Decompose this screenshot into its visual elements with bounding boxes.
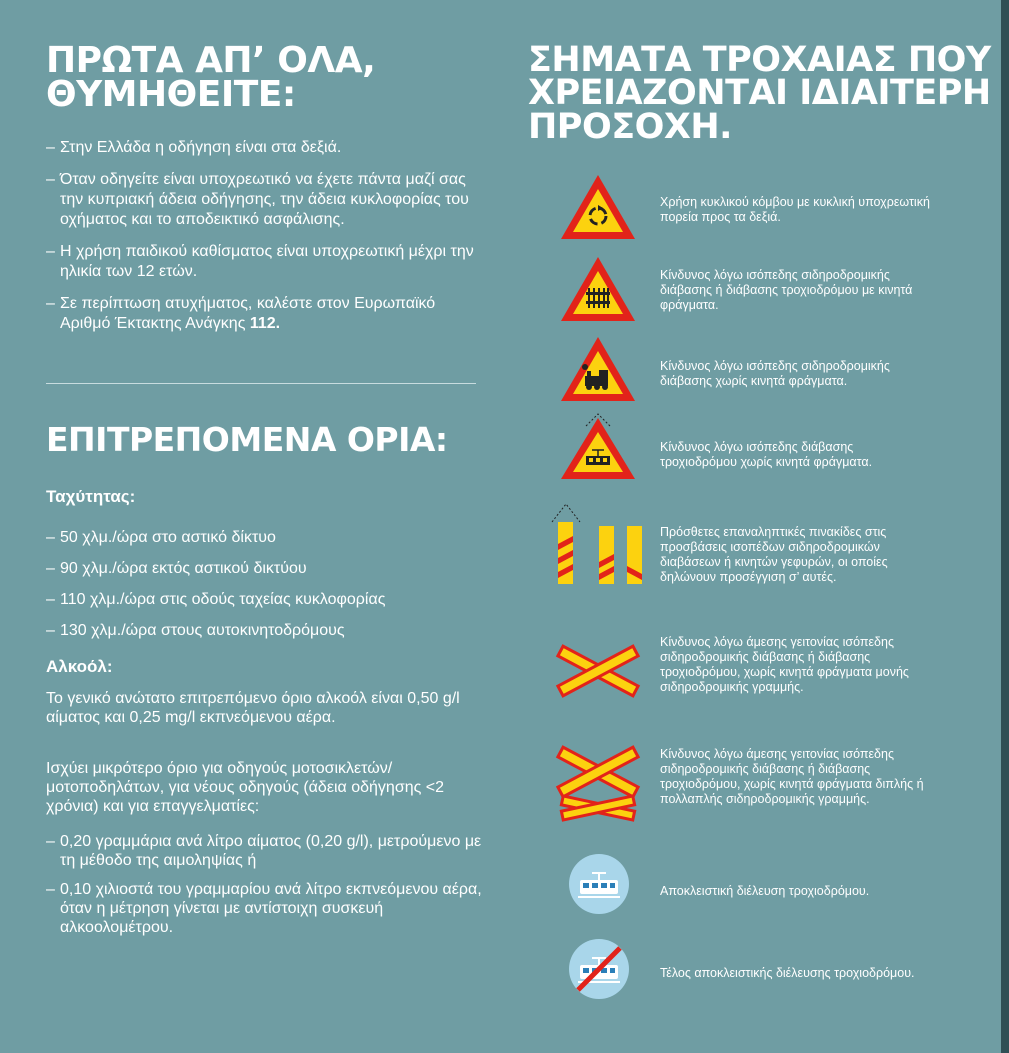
roundabout-warning-icon xyxy=(558,172,638,242)
heading-limits: ΕΠΙΤΡΕΠΟΜΕΝΑ ΟΡΙΑ: xyxy=(46,420,448,459)
alcohol-heading: Αλκοόλ: xyxy=(46,657,113,676)
list-item: – 90 χλμ./ώρα εκτός αστικού δικτύου xyxy=(46,559,486,579)
heading-signs: ΣΗΜΑΤΑ ΤΡΟΧΑΙΑΣ ΠΟΥ ΧΡΕΙΑΖΟΝΤΑΙ ΙΔΙΑΙΤΕΡΗ ΠΡΟΣΟΧΗ. xyxy=(528,40,991,147)
alcohol-paragraph: Το γενικό ανώτατο επιτρεπόμενο όριο αλκοόλ είναι 0,50 g/l αίματος και 0,25 mg/l εκπνεόμενου αέρα. xyxy=(46,690,460,726)
double-cross-icon xyxy=(555,742,641,828)
heading-first: ΠΡΩΤΑ ΑΠ’ ΟΛΑ, ΘΥΜΗΘΕΙΤΕ: xyxy=(46,40,376,116)
list-item: – 130 χλμ./ώρα στους αυτοκινητοδρόμους xyxy=(46,621,486,641)
railway-crossing-gated-icon xyxy=(558,254,638,324)
speed-list xyxy=(46,528,486,652)
sign-description: Αποκλειστική διέλευση τροχιοδρόμου. xyxy=(660,884,870,898)
emergency-text: Σε περίπτωση ατυχήματος, καλέστε στον Ευρωπαϊκό Αριθμό Έκτακτης Ανάγκης xyxy=(60,295,436,332)
list-item xyxy=(46,294,486,334)
sign-description: Τέλος αποκλειστικής διέλευσης τροχιοδρόμου. xyxy=(660,966,915,980)
sign-description: Κίνδυνος λόγω ισόπεδης σιδηροδρομικής διάβασης χωρίς κινητά φράγματα. xyxy=(660,359,890,388)
alcohol-paragraph: Ισχύει μικρότερο όριο για οδηγούς μοτοσικλετών/μοτοποδηλάτων, για νέους οδηγούς (άδεια οδήγησης <2 χρόνια) και για επαγγελματίες: xyxy=(46,760,444,815)
list-item: – 0,10 χιλιοστά του γραμμαρίου ανά λίτρο εκπνεόμενου αέρα, όταν η μέτρηση γίνεται με αντίστοιχη συσκευή αλκοολομέτρου. xyxy=(46,880,486,937)
list-item: – 0,20 γραμμάρια ανά λίτρο αίματος (0,20 g/l), μετρούμενο με τη μέθοδο της αιμοληψίας ή xyxy=(46,832,486,870)
sign-description: Κίνδυνος λόγω άμεσης γειτονίας ισόπεδης σιδηροδρομικής διάβασης ή διάβασης τροχιοδρόμου, χωρίς κινητά φράγματα διπλής ή πολλαπλής σιδηροδρομικής γραμμής. xyxy=(660,747,924,806)
list-item: – Η χρήση παιδικού καθίσματος είναι υποχρεωτική μέχρι την ηλικία των 12 ετών. xyxy=(46,242,486,282)
list-item: – 50 χλμ./ώρα στο αστικό δίκτυο xyxy=(46,528,486,548)
page-edge xyxy=(1001,0,1009,1053)
sign-description: Πρόσθετες επαναληπτικές πινακίδες στις προσβάσεις ισοπέδων σιδηροδρομικών διαβάσεων ή κινητών γεφυρών, οι οποίες δηλώνουν προσέγγιση σ’ αυτές. xyxy=(660,525,888,584)
tram-only-icon xyxy=(568,853,630,915)
divider xyxy=(46,383,476,384)
countdown-markers-icon xyxy=(548,500,658,588)
speed-heading: Ταχύτητας: xyxy=(46,487,136,506)
sign-description: Κίνδυνος λόγω ισόπεδης διάβασης τροχιοδρόμου χωρίς κινητά φράγματα. xyxy=(660,440,873,469)
single-cross-icon xyxy=(555,642,641,700)
tram-crossing-icon xyxy=(558,410,638,482)
reminders-list xyxy=(46,138,486,346)
alcohol-list xyxy=(46,832,486,947)
list-item: – 110 χλμ./ώρα στις οδούς ταχείας κυκλοφορίας xyxy=(46,590,486,610)
tram-only-end-icon xyxy=(568,938,630,1000)
list-item: – Όταν οδηγείτε είναι υποχρεωτικό να έχετε πάντα μαζί σας την κυπριακή άδεια οδήγησης, την άδεια κυκλοφορίας του οχήματος και το αποδεικτικό ασφάλισης. xyxy=(46,170,486,230)
sign-description: Κίνδυνος λόγω ισόπεδης σιδηροδρομικής διάβασης ή διάβασης τροχιοδρόμου με κινητά φράγματα. xyxy=(660,268,913,312)
list-item: – Στην Ελλάδα η οδήγηση είναι στα δεξιά. xyxy=(46,138,486,158)
emergency-number: 112. xyxy=(249,315,281,332)
railway-crossing-ungated-icon xyxy=(558,334,638,404)
sign-description: Κίνδυνος λόγω άμεσης γειτονίας ισόπεδης σιδηροδρομικής διάβασης ή διάβασης τροχιοδρόμου, χωρίς κινητά φράγματα μονής σιδηροδρομικής γραμμής. xyxy=(660,635,909,694)
sign-description: Χρήση κυκλικού κόμβου με κυκλική υποχρεωτική πορεία προς τα δεξιά. xyxy=(660,195,930,224)
